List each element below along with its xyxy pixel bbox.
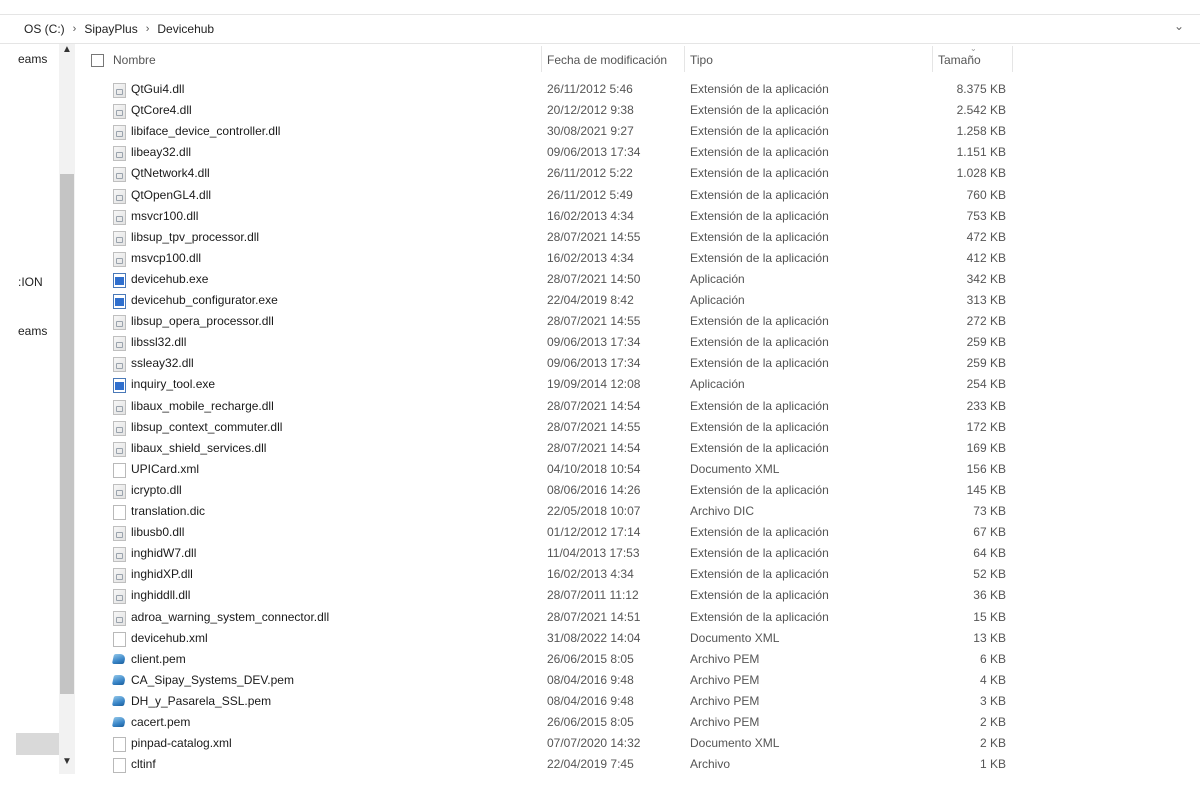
file-name: translation.dic [131,504,206,518]
file-name: devicehub.xml [131,630,208,645]
file-row[interactable] [80,374,1020,395]
file-row[interactable] [80,607,1020,628]
file-name: libeay32.dll [131,145,192,160]
sort-descending-icon: ⌄ [970,44,977,53]
file-date-modified: 07/07/2020 14:32 [547,736,641,751]
dll-file-icon [113,336,126,351]
file-row[interactable] [80,543,1020,564]
file-size: 2.542 KB [956,103,1006,118]
nav-item-teams-2[interactable]: eams [18,324,48,338]
file-size: 1.258 KB [956,124,1006,139]
file-type: Archivo [690,757,731,772]
file-date-modified: 26/11/2012 5:49 [547,187,633,202]
file-name: client.pem [131,651,186,666]
file-date-modified: 30/08/2021 9:27 [547,124,634,139]
file-type: Archivo DIC [690,504,755,518]
file-date-modified: 31/08/2022 14:04 [547,630,641,645]
file-date-modified: 19/09/2014 12:08 [547,377,641,392]
file-name: cltinf [131,757,156,772]
file-date-modified: 09/06/2013 17:34 [547,335,641,350]
file-type: Extensión de la aplicación [690,440,829,455]
file-type: Extensión de la aplicación [690,609,829,624]
column-header-row [80,44,1200,76]
file-row[interactable] [80,163,1020,184]
document-icon [113,758,126,773]
dll-file-icon [113,442,126,457]
dll-file-icon [113,589,126,604]
history-dropdown-button[interactable] [1174,19,1184,33]
file-size: 1.151 KB [956,145,1006,160]
file-date-modified: 08/06/2016 14:26 [547,482,641,497]
file-size: 145 KB [966,482,1006,497]
file-name: inghidXP.dll [131,567,193,582]
document-icon [113,737,126,752]
file-type: Extensión de la aplicación [690,335,829,350]
dll-file-icon [113,547,126,562]
file-row[interactable] [80,733,1020,754]
file-row[interactable] [80,332,1020,353]
file-type: Documento XML [690,630,780,645]
dll-file-icon [113,252,126,267]
scroll-down-arrow-icon[interactable]: ▼ [62,756,72,767]
column-header-size[interactable]: Tamaño [938,53,981,67]
column-header-name[interactable]: Nombre [113,53,156,67]
certificate-icon [113,716,124,729]
file-name: QtOpenGL4.dll [131,187,212,202]
file-name: cacert.pem [131,715,191,729]
file-row[interactable] [80,564,1020,585]
file-type: Extensión de la aplicación [690,187,829,202]
file-date-modified: 26/11/2012 5:46 [547,82,633,96]
file-size: 169 KB [966,440,1006,455]
column-divider[interactable] [684,46,685,72]
address-bar[interactable] [0,14,1200,44]
application-icon [113,273,126,288]
dll-file-icon [113,611,126,626]
file-date-modified: 26/11/2012 5:22 [547,166,633,181]
file-date-modified: 08/04/2016 9:48 [547,693,634,708]
file-row[interactable] [80,121,1020,142]
dll-file-icon [113,421,126,436]
file-row[interactable] [80,79,1020,100]
document-icon [113,632,126,647]
file-name: libssl32.dll [131,335,187,350]
dll-file-icon [113,400,126,415]
file-size: 233 KB [966,398,1006,413]
file-date-modified: 09/06/2013 17:34 [547,356,641,371]
file-type: Extensión de la aplicación [690,314,829,329]
nav-selected-item[interactable] [16,733,59,755]
dll-file-icon [113,315,126,330]
file-name: CA_Sipay_Systems_DEV.pem [131,672,294,687]
file-row[interactable] [80,100,1020,121]
scrollbar-thumb[interactable] [60,174,74,694]
file-type: Extensión de la aplicación [690,588,829,603]
file-date-modified: 22/05/2018 10:07 [547,504,641,518]
document-icon [113,505,126,520]
file-size: 753 KB [966,208,1006,223]
file-size: 412 KB [966,250,1006,265]
file-size: 272 KB [966,314,1006,329]
file-size: 172 KB [966,419,1006,434]
dll-file-icon [113,189,126,204]
file-type: Extensión de la aplicación [690,546,829,561]
column-header-type[interactable]: Tipo [690,53,713,67]
file-row[interactable] [80,649,1020,670]
navigation-pane-scrollbar[interactable] [59,44,75,774]
file-size: 64 KB [973,546,1006,561]
column-divider[interactable] [541,46,542,72]
file-type: Extensión de la aplicación [690,525,829,540]
file-size: 1.028 KB [956,166,1006,181]
file-type: Extensión de la aplicación [690,82,829,96]
file-name: msvcp100.dll [131,250,202,265]
file-type: Documento XML [690,736,780,751]
file-size: 313 KB [966,293,1006,307]
dll-file-icon [113,104,126,119]
breadcrumb-item-drive[interactable]: OS (C:) [24,22,65,36]
file-type: Extensión de la aplicación [690,103,829,118]
file-type: Extensión de la aplicación [690,250,829,265]
file-type: Extensión de la aplicación [690,229,829,244]
dll-file-icon [113,526,126,541]
file-row[interactable] [80,269,1020,290]
file-name: pinpad-catalog.xml [131,736,232,751]
application-icon [113,378,126,393]
file-size: 259 KB [966,335,1006,350]
file-size: 4 KB [979,672,1006,687]
file-name: libaux_shield_services.dll [131,440,267,455]
file-type: Aplicación [690,293,745,307]
file-type: Archivo PEM [690,693,760,708]
file-date-modified: 28/07/2021 14:55 [547,419,641,434]
file-date-modified: 26/06/2015 8:05 [547,651,634,666]
file-type: Extensión de la aplicación [690,567,829,582]
file-date-modified: 28/07/2021 14:54 [547,398,641,413]
file-size: 73 KB [973,504,1006,518]
file-date-modified: 22/04/2019 8:42 [547,293,634,307]
chevron-right-icon: › [145,23,150,35]
file-date-modified: 04/10/2018 10:54 [547,461,641,476]
nav-item-teams[interactable]: eams [18,52,48,66]
file-type: Extensión de la aplicación [690,208,829,223]
file-name: ssleay32.dll [131,356,194,371]
select-all-checkbox[interactable] [91,54,104,67]
file-date-modified: 01/12/2012 17:14 [547,525,641,540]
file-size: 2 KB [979,715,1006,729]
breadcrumb-item-sipayplus[interactable]: SipayPlus [84,22,138,36]
file-row[interactable] [80,522,1020,543]
column-divider[interactable] [932,46,933,72]
file-name: UPICard.xml [131,461,200,476]
file-row[interactable] [80,417,1020,438]
file-name: msvcr100.dll [131,208,199,223]
file-row[interactable] [80,501,1020,522]
file-date-modified: 09/06/2013 17:34 [547,145,641,160]
file-row[interactable] [80,353,1020,374]
file-size: 156 KB [966,461,1006,476]
certificate-icon [113,653,124,666]
column-divider[interactable] [1012,46,1013,72]
file-name: libsup_tpv_processor.dll [131,229,260,244]
column-header-date[interactable]: Fecha de modificación [547,53,668,67]
file-name: libusb0.dll [131,525,185,540]
file-name: libaux_mobile_recharge.dll [131,398,274,413]
file-name: inghiddll.dll [131,588,191,603]
file-name: libsup_opera_processor.dll [131,314,274,329]
file-type: Extensión de la aplicación [690,482,829,497]
file-row[interactable] [80,396,1020,417]
file-date-modified: 28/07/2021 14:55 [547,314,641,329]
file-row[interactable] [80,142,1020,163]
breadcrumb-item-devicehub[interactable]: Devicehub [157,22,215,36]
file-row[interactable] [80,585,1020,606]
certificate-icon [113,695,124,708]
file-size: 6 KB [979,651,1006,666]
file-name: DH_y_Pasarela_SSL.pem [131,693,272,708]
file-date-modified: 11/04/2013 17:53 [547,546,640,561]
file-row[interactable] [80,628,1020,649]
file-row[interactable] [80,311,1020,332]
file-name: libsup_context_commuter.dll [131,419,283,434]
dll-file-icon [113,357,126,372]
file-size: 2 KB [979,736,1006,751]
file-name: devicehub_configurator.exe [131,293,278,307]
file-name: adroa_warning_system_connector.dll [131,609,330,624]
file-row[interactable] [80,754,1020,775]
dll-file-icon [113,568,126,583]
dll-file-icon [113,83,126,98]
file-name: QtCore4.dll [131,103,192,118]
document-icon [113,463,126,478]
file-date-modified: 22/04/2019 7:45 [547,757,634,772]
chevron-down-icon: ⌄ [1173,19,1184,33]
dll-file-icon [113,484,126,499]
file-name: inghidW7.dll [131,546,197,561]
dll-file-icon [113,167,126,182]
nav-item-ion[interactable]: :ION [18,275,43,289]
file-date-modified: 16/02/2013 4:34 [547,567,634,582]
file-type: Extensión de la aplicación [690,145,829,160]
file-date-modified: 26/06/2015 8:05 [547,715,634,729]
file-name: QtNetwork4.dll [131,166,210,181]
file-size: 472 KB [966,229,1006,244]
file-name: devicehub.exe [131,271,209,286]
file-name: libiface_device_controller.dll [131,124,281,139]
file-type: Archivo PEM [690,715,760,729]
certificate-icon [113,674,124,687]
file-type: Documento XML [690,461,780,476]
file-size: 254 KB [966,377,1006,392]
file-date-modified: 08/04/2016 9:48 [547,672,634,687]
file-row[interactable] [80,691,1020,712]
application-icon [113,294,126,309]
file-type: Aplicación [690,377,745,392]
file-size: 1 KB [979,757,1006,772]
file-size: 36 KB [973,588,1006,603]
file-name: icrypto.dll [131,482,182,497]
file-name: QtGui4.dll [131,82,185,96]
file-date-modified: 28/07/2011 11:12 [547,588,639,603]
dll-file-icon [113,231,126,246]
file-size: 15 KB [973,609,1006,624]
file-size: 67 KB [973,525,1006,540]
file-date-modified: 28/07/2021 14:50 [547,271,641,286]
file-row[interactable] [80,206,1020,227]
file-row[interactable] [80,712,1020,733]
file-type: Extensión de la aplicación [690,419,829,434]
file-row[interactable] [80,670,1020,691]
file-row[interactable] [80,459,1020,480]
file-date-modified: 28/07/2021 14:51 [547,609,641,624]
file-size: 8.375 KB [956,82,1006,96]
file-date-modified: 16/02/2013 4:34 [547,208,634,223]
file-type: Extensión de la aplicación [690,124,829,139]
file-date-modified: 20/12/2012 9:38 [547,103,634,118]
dll-file-icon [113,146,126,161]
file-date-modified: 28/07/2021 14:54 [547,440,641,455]
dll-file-icon [113,125,126,140]
file-size: 342 KB [966,271,1006,286]
file-type: Extensión de la aplicación [690,356,829,371]
file-size: 760 KB [966,187,1006,202]
file-type: Extensión de la aplicación [690,166,829,181]
file-row[interactable] [80,248,1020,269]
file-row[interactable] [80,227,1020,248]
file-row[interactable] [80,438,1020,459]
file-row[interactable] [80,185,1020,206]
file-size: 3 KB [979,693,1006,708]
file-row[interactable] [80,290,1020,311]
file-type: Aplicación [690,271,745,286]
file-name: inquiry_tool.exe [131,377,216,392]
file-row[interactable] [80,480,1020,501]
file-type: Extensión de la aplicación [690,398,829,413]
breadcrumb [22,15,216,43]
file-size: 259 KB [966,356,1006,371]
file-date-modified: 16/02/2013 4:34 [547,250,634,265]
scroll-up-arrow-icon[interactable]: ▲ [62,44,72,55]
file-date-modified: 28/07/2021 14:55 [547,229,641,244]
dll-file-icon [113,210,126,225]
file-type: Archivo PEM [690,651,760,666]
file-list [80,44,1200,806]
file-type: Archivo PEM [690,672,760,687]
file-size: 13 KB [973,630,1006,645]
file-size: 52 KB [973,567,1006,582]
chevron-right-icon: › [72,23,77,35]
